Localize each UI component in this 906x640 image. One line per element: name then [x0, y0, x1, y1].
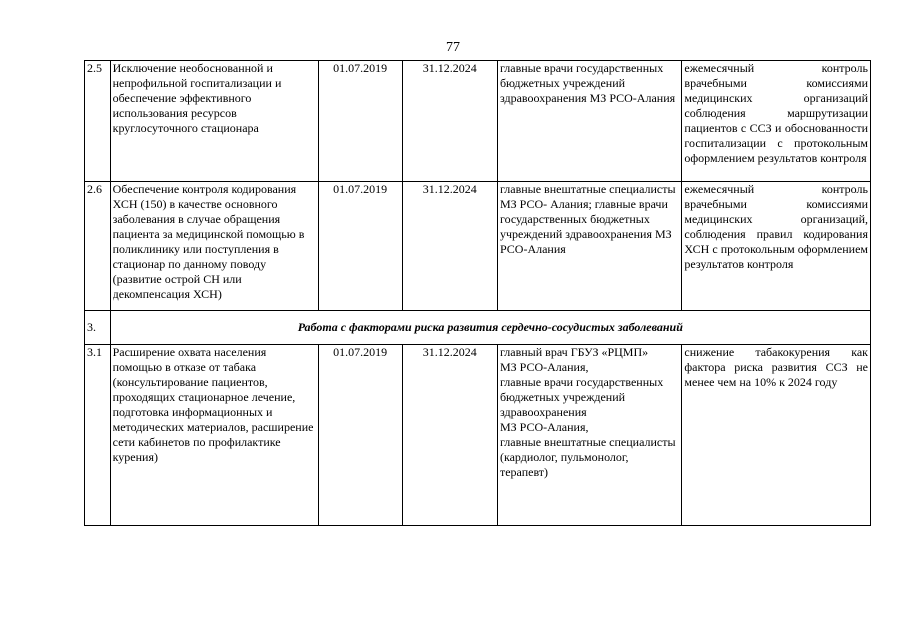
activity-cell: [110, 182, 318, 311]
activity-cell: Расширение охвата населения помощью в отказе от табака (консультирование пациентов, проходящих стационарное лечение, подготовка информационных и методических материалов, расширение сети кабинетов по профилактике курения): [110, 345, 318, 526]
activity-text: Обеспечение контроля кодирования ХСН (150) в качестве основного заболевания в случае обращения пациента за медицинской помощью в поликлинику или поступления в стационар по данному поводу (развитие острой СН или декомпенсация ХСН): [112, 182, 305, 301]
section-title: Работа с факторами риска развития сердечно-сосудистых заболеваний: [110, 311, 870, 345]
row-number: 3.1: [85, 345, 111, 526]
section-number: 3.: [85, 311, 111, 345]
table-row: [85, 345, 871, 526]
end-date-cell: 31.12.2024: [402, 345, 497, 526]
result-cell: снижение табакокурения как фактора риска развития ССЗ не менее чем на 10% к 2024 году: [682, 345, 871, 526]
result-cell: ежемесячный контроль врачебными комиссиями медицинских организаций соблюдения маршрутизации пациентов с ССЗ и обоснованности госпитализации с протокольным оформлением результатов контроля: [682, 61, 871, 182]
row-number: 2.6: [85, 182, 111, 311]
end-date-cell: 31.12.2024: [402, 182, 497, 311]
start-date-cell: 01.07.2019: [318, 61, 402, 182]
section-row: [85, 311, 871, 345]
start-date-cell: 01.07.2019: [318, 182, 402, 311]
row-number: 2.5: [85, 61, 111, 182]
activities-table: [84, 60, 871, 526]
activity-cell: Исключение необоснованной и непрофильной госпитализации и обеспечение эффективного использования ресурсов круглосуточного стационара: [110, 61, 318, 182]
responsible-cell: главный врач ГБУЗ «РЦМП» МЗ РСО-Алания, главные врачи государственных бюджетных учреждений здравоохранения МЗ РСО-Алания, главные внештатные специалисты (кардиолог, пульмонолог, терапевт): [497, 345, 681, 526]
start-date-cell: 01.07.2019: [318, 345, 402, 526]
result-cell: ежемесячный контроль врачебными комиссиями медицинских организаций, соблюдения правил кодирования ХСН с протокольным оформлением результатов контроля: [682, 182, 871, 311]
table-row: [85, 61, 871, 182]
table-row: [85, 182, 871, 311]
page-number: 77: [446, 40, 460, 55]
responsible-cell: главные врачи государственных бюджетных учреждений здравоохранения МЗ РСО-Алания: [497, 61, 681, 182]
responsible-cell: главные внештатные специалисты МЗ РСО- Алания; главные врачи государственных бюджетных учреждений здравоохранения МЗ РСО-Алания: [497, 182, 681, 311]
end-date-cell: 31.12.2024: [402, 61, 497, 182]
